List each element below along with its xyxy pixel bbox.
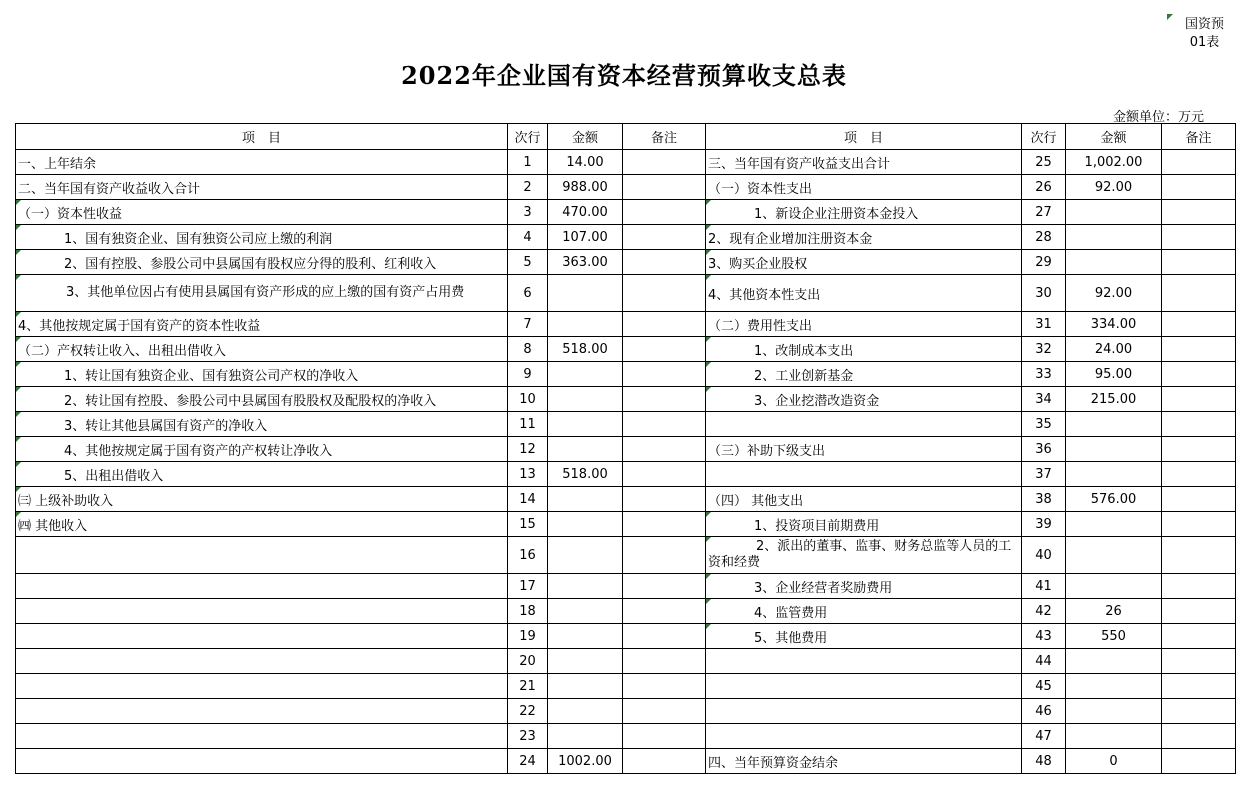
right-amount-cell — [1066, 674, 1162, 699]
right-line-no-cell: 25 — [1022, 150, 1066, 175]
left-amount-cell — [548, 312, 623, 337]
table-row — [16, 649, 1236, 674]
right-line-no-cell: 28 — [1022, 225, 1066, 250]
left-line-no-cell: 1 — [508, 150, 548, 175]
left-line-no-cell: 20 — [508, 649, 548, 674]
left-item-cell: 二、当年国有资产收益收入合计 — [16, 175, 508, 200]
table-row — [16, 574, 1236, 599]
right-line-no-cell: 32 — [1022, 337, 1066, 362]
table-row — [16, 699, 1236, 724]
left-item-cell — [16, 649, 508, 674]
left-line-no-cell: 4 — [508, 225, 548, 250]
table-row — [16, 312, 1236, 337]
right-remark-cell — [1162, 599, 1236, 624]
left-item-cell: （二）产权转让收入、出租出借收入 — [16, 337, 508, 362]
left-item-cell: 5、出租出借收入 — [16, 462, 508, 487]
right-item-cell: 1、改制成本支出 — [706, 337, 1022, 362]
left-amount-cell — [548, 674, 623, 699]
table-row — [16, 200, 1236, 225]
table-row — [16, 537, 1236, 574]
left-remark-cell — [623, 649, 706, 674]
right-remark-cell — [1162, 275, 1236, 312]
left-amount-cell — [548, 599, 623, 624]
right-item-cell: 2、现有企业增加注册资本金 — [706, 225, 1022, 250]
left-line-no-cell: 3 — [508, 200, 548, 225]
right-amount-cell — [1066, 437, 1162, 462]
left-line-no-cell: 24 — [508, 749, 548, 774]
right-amount-cell — [1066, 462, 1162, 487]
right-remark-cell — [1162, 312, 1236, 337]
header-line-no-left: 次行 — [508, 124, 548, 150]
form-code — [1185, 16, 1224, 52]
right-amount-cell — [1066, 250, 1162, 275]
right-item-cell: （一）资本性支出 — [706, 175, 1022, 200]
left-line-no-cell: 18 — [508, 599, 548, 624]
table-row — [16, 437, 1236, 462]
right-amount-cell: 0 — [1066, 749, 1162, 774]
right-item-cell — [706, 412, 1022, 437]
right-item-cell: 2、工业创新基金 — [706, 362, 1022, 387]
left-remark-cell — [623, 200, 706, 225]
right-remark-cell — [1162, 699, 1236, 724]
left-item-cell — [16, 724, 508, 749]
right-item-cell: 5、其他费用 — [706, 624, 1022, 649]
left-item-cell: （一）资本性收益 — [16, 200, 508, 225]
left-remark-cell — [623, 250, 706, 275]
table-row — [16, 624, 1236, 649]
table-row — [16, 599, 1236, 624]
left-remark-cell — [623, 749, 706, 774]
left-line-no-cell: 9 — [508, 362, 548, 387]
right-remark-cell — [1162, 362, 1236, 387]
left-remark-cell — [623, 599, 706, 624]
right-line-no-cell: 33 — [1022, 362, 1066, 387]
left-amount-cell: 518.00 — [548, 462, 623, 487]
left-amount-cell: 363.00 — [548, 250, 623, 275]
table-row — [16, 337, 1236, 362]
right-amount-cell — [1066, 724, 1162, 749]
left-remark-cell — [623, 462, 706, 487]
right-remark-cell — [1162, 462, 1236, 487]
right-remark-cell — [1162, 175, 1236, 200]
form-code-line-2: 01表 — [1189, 35, 1220, 50]
right-amount-cell: 95.00 — [1066, 362, 1162, 387]
right-amount-cell — [1066, 699, 1162, 724]
right-line-no-cell: 42 — [1022, 599, 1066, 624]
right-remark-cell — [1162, 150, 1236, 175]
right-remark-cell — [1162, 250, 1236, 275]
left-item-cell: 2、国有控股、参股公司中县属国有股权应分得的股利、红利收入 — [16, 250, 508, 275]
right-remark-cell — [1162, 512, 1236, 537]
right-item-cell: 3、企业经营者奖励费用 — [706, 574, 1022, 599]
header-item-right: 项 目 — [706, 124, 1022, 150]
left-amount-cell: 988.00 — [548, 175, 623, 200]
left-amount-cell: 518.00 — [548, 337, 623, 362]
right-line-no-cell: 31 — [1022, 312, 1066, 337]
right-line-no-cell: 27 — [1022, 200, 1066, 225]
left-amount-cell — [548, 699, 623, 724]
right-remark-cell — [1162, 387, 1236, 412]
left-item-cell — [16, 574, 508, 599]
left-amount-cell — [548, 275, 623, 312]
right-amount-cell — [1066, 412, 1162, 437]
right-amount-cell — [1066, 200, 1162, 225]
right-line-no-cell: 47 — [1022, 724, 1066, 749]
left-remark-cell — [623, 175, 706, 200]
right-amount-cell: 334.00 — [1066, 312, 1162, 337]
right-remark-cell — [1162, 574, 1236, 599]
table-row — [16, 674, 1236, 699]
right-remark-cell — [1162, 437, 1236, 462]
right-item-cell: （二）费用性支出 — [706, 312, 1022, 337]
right-amount-cell: 1,002.00 — [1066, 150, 1162, 175]
left-line-no-cell: 12 — [508, 437, 548, 462]
left-amount-cell — [548, 512, 623, 537]
right-item-cell — [706, 462, 1022, 487]
right-item-cell — [706, 649, 1022, 674]
table-row — [16, 250, 1236, 275]
right-amount-cell: 550 — [1066, 624, 1162, 649]
left-remark-cell — [623, 412, 706, 437]
left-item-cell — [16, 699, 508, 724]
left-amount-cell: 14.00 — [548, 150, 623, 175]
left-remark-cell — [623, 699, 706, 724]
left-amount-cell — [548, 624, 623, 649]
right-item-cell: （四） 其他支出 — [706, 487, 1022, 512]
table-row — [16, 175, 1236, 200]
table-row — [16, 275, 1236, 312]
left-remark-cell — [623, 150, 706, 175]
left-item-cell: 2、转让国有控股、参股公司中县属国有股股权及配股权的净收入 — [16, 387, 508, 412]
right-item-cell — [706, 724, 1022, 749]
right-remark-cell — [1162, 674, 1236, 699]
right-line-no-cell: 45 — [1022, 674, 1066, 699]
left-remark-cell — [623, 362, 706, 387]
left-item-cell: ㈣ 其他收入 — [16, 512, 508, 537]
left-item-cell: 4、其他按规定属于国有资产的产权转让净收入 — [16, 437, 508, 462]
right-item-cell: 4、监管费用 — [706, 599, 1022, 624]
budget-table — [15, 123, 1236, 774]
table-row — [16, 462, 1236, 487]
left-line-no-cell: 16 — [508, 537, 548, 574]
left-item-cell: 1、国有独资企业、国有独资公司应上缴的利润 — [16, 225, 508, 250]
left-remark-cell — [623, 574, 706, 599]
right-amount-cell — [1066, 537, 1162, 574]
left-line-no-cell: 13 — [508, 462, 548, 487]
left-remark-cell — [623, 624, 706, 649]
left-amount-cell — [548, 362, 623, 387]
right-item-cell: 四、当年预算资金结余 — [706, 749, 1022, 774]
right-line-no-cell: 43 — [1022, 624, 1066, 649]
right-remark-cell — [1162, 537, 1236, 574]
right-amount-cell — [1066, 512, 1162, 537]
header-amount-left: 金额 — [548, 124, 623, 150]
left-item-cell: 1、转让国有独资企业、国有独资公司产权的净收入 — [16, 362, 508, 387]
left-line-no-cell: 23 — [508, 724, 548, 749]
cell-comment-marker — [1167, 14, 1173, 20]
left-remark-cell — [623, 312, 706, 337]
right-line-no-cell: 38 — [1022, 487, 1066, 512]
left-amount-cell — [548, 387, 623, 412]
header-remark-left: 备注 — [623, 124, 706, 150]
left-line-no-cell: 14 — [508, 487, 548, 512]
left-item-cell — [16, 749, 508, 774]
left-line-no-cell: 22 — [508, 699, 548, 724]
right-item-cell — [706, 699, 1022, 724]
right-line-no-cell: 36 — [1022, 437, 1066, 462]
left-item-cell: 4、其他按规定属于国有资产的资本性收益 — [16, 312, 508, 337]
right-amount-cell: 24.00 — [1066, 337, 1162, 362]
left-remark-cell — [623, 724, 706, 749]
left-line-no-cell: 11 — [508, 412, 548, 437]
left-amount-cell — [548, 537, 623, 574]
left-amount-cell — [548, 649, 623, 674]
right-amount-cell: 92.00 — [1066, 275, 1162, 312]
right-amount-cell: 92.00 — [1066, 175, 1162, 200]
right-line-no-cell: 29 — [1022, 250, 1066, 275]
left-line-no-cell: 2 — [508, 175, 548, 200]
right-line-no-cell: 30 — [1022, 275, 1066, 312]
right-line-no-cell: 35 — [1022, 412, 1066, 437]
left-amount-cell — [548, 437, 623, 462]
left-amount-cell: 107.00 — [548, 225, 623, 250]
left-item-cell: 3、其他单位因占有使用县属国有资产形成的应上缴的国有资产占用费 — [16, 275, 508, 312]
table-row — [16, 412, 1236, 437]
right-item-cell: 4、其他资本性支出 — [706, 275, 1022, 312]
right-amount-cell: 26 — [1066, 599, 1162, 624]
right-line-no-cell: 48 — [1022, 749, 1066, 774]
right-line-no-cell: 41 — [1022, 574, 1066, 599]
left-remark-cell — [623, 225, 706, 250]
right-remark-cell — [1162, 225, 1236, 250]
form-code-line-1: 国资预 — [1184, 17, 1224, 32]
table-row — [16, 487, 1236, 512]
table-row — [16, 512, 1236, 537]
left-amount-cell — [548, 574, 623, 599]
right-amount-cell: 215.00 — [1066, 387, 1162, 412]
header-row — [16, 124, 1236, 150]
right-item-cell: 3、购买企业股权 — [706, 250, 1022, 275]
table-row — [16, 362, 1236, 387]
amount-unit: 金额单位：万元 — [1112, 110, 1204, 125]
left-amount-cell — [548, 412, 623, 437]
left-item-cell — [16, 537, 508, 574]
left-item-cell — [16, 624, 508, 649]
right-remark-cell — [1162, 412, 1236, 437]
header-item-left: 项 目 — [16, 124, 508, 150]
left-item-cell: 一、上年结余 — [16, 150, 508, 175]
right-item-cell: 2、派出的董事、监事、财务总监等人员的工资和经费 — [706, 537, 1022, 574]
left-amount-cell — [548, 724, 623, 749]
right-item-cell: 1、投资项目前期费用 — [706, 512, 1022, 537]
right-amount-cell: 576.00 — [1066, 487, 1162, 512]
left-line-no-cell: 5 — [508, 250, 548, 275]
left-remark-cell — [623, 512, 706, 537]
right-remark-cell — [1162, 487, 1236, 512]
page-title: 2022年企业国有资本经营预算收支总表 — [401, 61, 847, 90]
right-item-cell: 1、新设企业注册资本金投入 — [706, 200, 1022, 225]
table-row — [16, 387, 1236, 412]
right-amount-cell — [1066, 649, 1162, 674]
table-row — [16, 150, 1236, 175]
left-line-no-cell: 19 — [508, 624, 548, 649]
right-remark-cell — [1162, 649, 1236, 674]
right-line-no-cell: 46 — [1022, 699, 1066, 724]
header-remark-right: 备注 — [1162, 124, 1236, 150]
left-line-no-cell: 21 — [508, 674, 548, 699]
left-amount-cell: 1002.00 — [548, 749, 623, 774]
table-row — [16, 749, 1236, 774]
right-remark-cell — [1162, 337, 1236, 362]
left-amount-cell — [548, 487, 623, 512]
left-item-cell: 3、转让其他县属国有资产的净收入 — [16, 412, 508, 437]
left-item-cell — [16, 674, 508, 699]
left-item-cell: ㈢ 上级补助收入 — [16, 487, 508, 512]
left-remark-cell — [623, 674, 706, 699]
left-line-no-cell: 8 — [508, 337, 548, 362]
header-line-no-right: 次行 — [1022, 124, 1066, 150]
left-line-no-cell: 6 — [508, 275, 548, 312]
left-remark-cell — [623, 387, 706, 412]
header-amount-right: 金额 — [1066, 124, 1162, 150]
table-row — [16, 724, 1236, 749]
left-remark-cell — [623, 275, 706, 312]
right-remark-cell — [1162, 749, 1236, 774]
right-amount-cell — [1066, 574, 1162, 599]
left-remark-cell — [623, 487, 706, 512]
right-item-cell: 三、当年国有资产收益支出合计 — [706, 150, 1022, 175]
right-remark-cell — [1162, 624, 1236, 649]
right-remark-cell — [1162, 200, 1236, 225]
right-line-no-cell: 26 — [1022, 175, 1066, 200]
left-line-no-cell: 10 — [508, 387, 548, 412]
table-row — [16, 225, 1236, 250]
left-remark-cell — [623, 437, 706, 462]
right-amount-cell — [1066, 225, 1162, 250]
right-line-no-cell: 34 — [1022, 387, 1066, 412]
left-item-cell — [16, 599, 508, 624]
right-line-no-cell: 39 — [1022, 512, 1066, 537]
left-line-no-cell: 17 — [508, 574, 548, 599]
right-item-cell — [706, 674, 1022, 699]
left-line-no-cell: 15 — [508, 512, 548, 537]
right-line-no-cell: 40 — [1022, 537, 1066, 574]
right-line-no-cell: 37 — [1022, 462, 1066, 487]
right-remark-cell — [1162, 724, 1236, 749]
left-remark-cell — [623, 537, 706, 574]
left-remark-cell — [623, 337, 706, 362]
right-item-cell: 3、企业挖潜改造资金 — [706, 387, 1022, 412]
left-line-no-cell: 7 — [508, 312, 548, 337]
right-line-no-cell: 44 — [1022, 649, 1066, 674]
left-amount-cell: 470.00 — [548, 200, 623, 225]
right-item-cell: （三）补助下级支出 — [706, 437, 1022, 462]
